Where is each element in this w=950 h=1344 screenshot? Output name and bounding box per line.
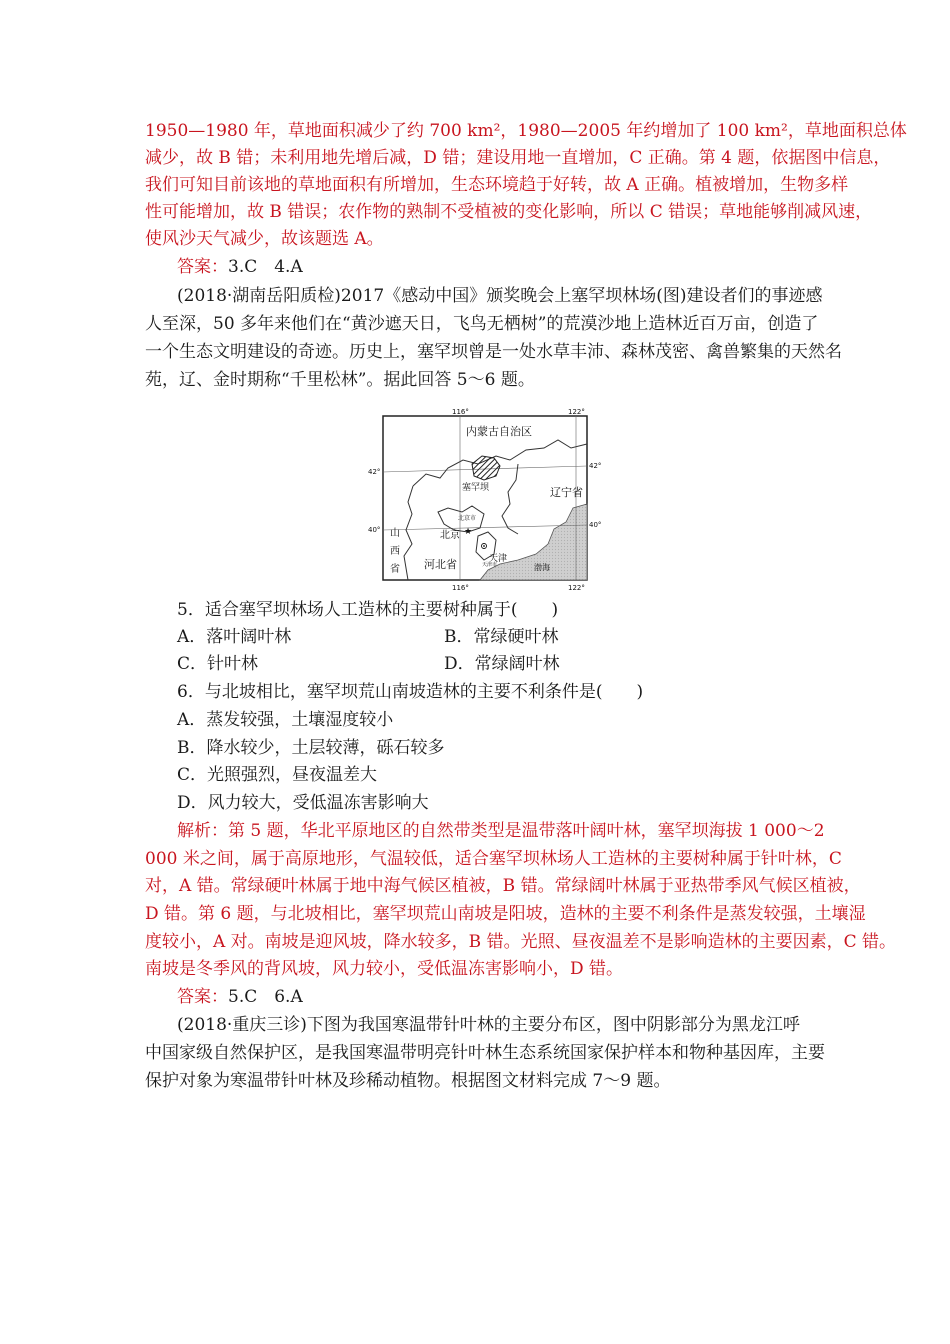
label-inner-mongolia: 内蒙古自治区 [466,425,532,438]
analysis-line: 000 米之间，属于高原地形，气温较低，适合塞罕坝林场人工造林的主要树种属于针叶林，C [145,849,842,869]
label-liaoning: 辽宁省 [550,486,583,499]
label-hebei: 河北省 [424,558,457,571]
analysis-line: 使风沙天气减少，故该题选 A。 [145,229,384,249]
passage-line: 一个生态文明建设的奇迹。历史上，塞罕坝曾是一处水草丰沛、森林茂密、禽兽繁集的天然名 [145,342,842,362]
answer-3-4 [177,254,837,281]
q6-option-a: A．蒸发较强，土壤湿度较小 [177,710,394,730]
lat-label: 40° [589,521,602,529]
passage-line: 苑，辽、金时期称“千里松林”。据此回答 5～6 题。 [145,370,535,390]
analysis-line: D 错。第 6 题，与北坡相比，塞罕坝荒山南坡是阳坡，造林的主要不利条件是蒸发较强，土壤湿 [145,904,866,924]
analysis-line: 减少，故 B 错；未利用地先增后减，D 错；建设用地一直增加，C 正确。第 4 题，依据图中信息， [145,148,891,168]
lat-label: 42° [589,462,602,470]
passage-line: (2018·湖南岳阳质检)2017《感动中国》颁奖晚会上塞罕坝林场(图)建设者们的事迹感 [177,286,823,306]
lon-label: 122° [568,584,585,592]
lat-label: 40° [368,526,381,534]
label-saihanba: 塞罕坝 [462,483,490,493]
analysis-5-6-first [177,818,825,845]
passage-line: (2018·重庆三诊)下图为我国寒温带针叶林的主要分布区，图中阴影部分为黑龙江呼 [177,1015,800,1035]
label-tianjin: 天津 [489,554,508,564]
q6-option-d: D．风力较大，受低温冻害影响大 [177,793,429,813]
passage-line: 人至深，50 多年来他们在“黄沙遮天日，飞鸟无栖树”的荒漠沙地上造林近百万亩，创造了 [145,314,819,334]
q6-option-c: C．光照强烈，昼夜温差大 [177,765,378,785]
label-beijing-city: 北京市 [458,515,477,522]
lon-label: 116° [452,584,469,592]
q5-option-a: A．落叶阔叶林 [177,627,292,647]
question-6-stem: 6．与北坡相比，塞罕坝荒山南坡造林的主要不利条件是( ) [177,682,644,702]
q5-option-b: B．常绿硬叶林 [444,627,559,647]
analysis-line: 对，A 错。常绿硬叶林属于地中海气候区植被，B 错。常绿阔叶林属于亚热带季风气候区植被， [145,876,861,896]
analysis-line: 南坡是冬季风的背风坡，风力较小，受低温冻害影响小，D 错。 [145,959,624,979]
q5-option-c: C．针叶林 [177,654,259,674]
lat-label: 42° [368,468,381,476]
passage-line: 保护对象为寒温带针叶林及珍稀动植物。根据图文材料完成 7～9 题。 [145,1071,671,1091]
label-beijing: 北京 [440,530,460,541]
label-shanxi [390,526,400,575]
saihanba-map [368,404,602,592]
analysis-line: 度较小，A 对。南坡是迎风坡，降水较多，B 错。光照、昼夜温差不是影响造林的主要因素，C 错。 [145,932,896,952]
lon-label: 116° [452,408,469,416]
svg-text:山: 山 [390,528,400,539]
answer-text: 5.C 6.A [228,987,303,1007]
svg-text:西: 西 [390,546,400,557]
beijing-star-icon: ★ [464,527,473,537]
analysis-label: 解析： [177,821,228,841]
q6-option-b: B．降水较少，土层较薄，砾石较多 [177,738,445,758]
answer-label: 答案： [177,257,228,277]
answer-label: 答案： [177,987,228,1007]
lon-label: 122° [568,408,585,416]
analysis-text: 第 5 题，华北平原地区的自然带类型是温带落叶阔叶林，塞罕坝海拔 1 000～2 [228,821,825,841]
question-5-stem: 5．适合塞罕坝林场人工造林的主要树种属于( ) [177,600,559,620]
answer-5-6 [177,984,837,1011]
label-bohai: 渤海 [534,563,550,572]
q5-option-d: D．常绿阔叶林 [444,654,560,674]
passage-line: 中国家级自然保护区，是我国寒温带明亮针叶林生态系统国家保护样本和物种基因库，主要 [145,1043,825,1063]
answer-text: 3.C 4.A [228,257,303,277]
analysis-line: 1950—1980 年，草地面积减少了约 700 km²，1980—2005 年约增加了 100 km²，草地面积总体 [145,121,907,141]
analysis-line: 性可能增加，故 B 错误；农作物的熟制不受植被的变化影响，所以 C 错误；草地能够削减风速， [145,202,873,222]
label-tianjin-city: 天津市 [482,562,498,568]
svg-text:省: 省 [390,564,400,575]
analysis-line: 我们可知目前该地的草地面积有所增加，生态环境趋于好转，故 A 正确。植被增加，生物多样 [145,175,849,195]
